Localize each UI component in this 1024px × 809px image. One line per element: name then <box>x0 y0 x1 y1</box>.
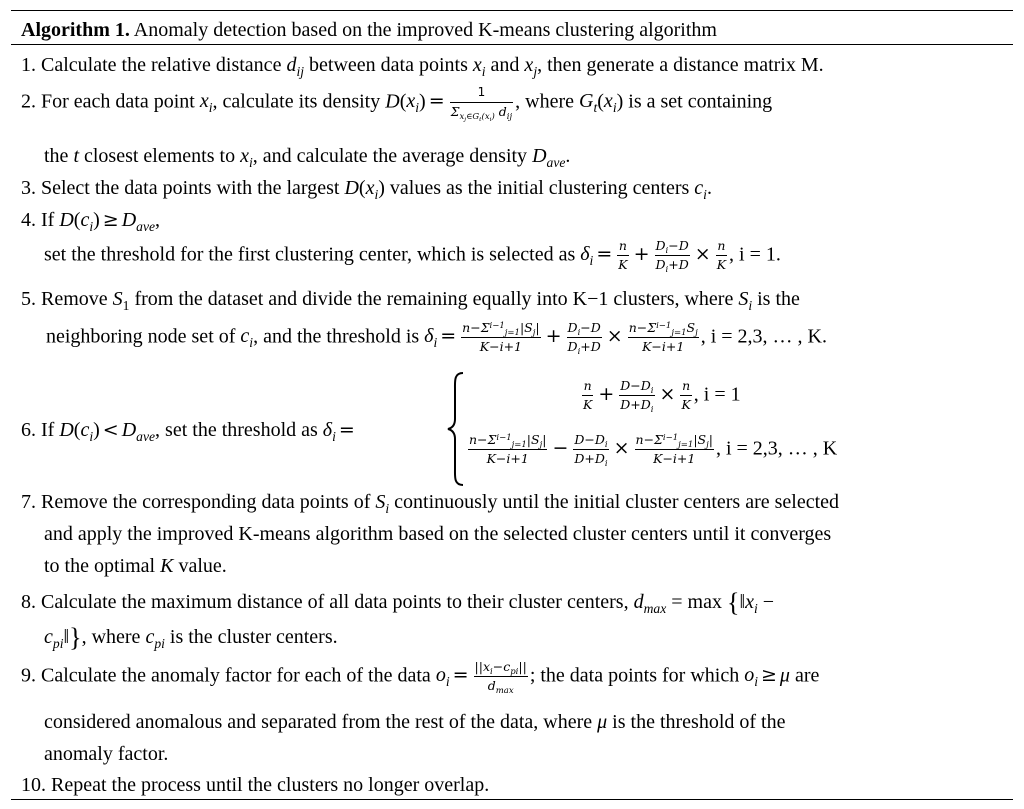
step-7: 7. Remove the corresponding data points of $S_i$ continuously until the initial cluster centers are selected <box>21 491 840 516</box>
step-4-line-2: set the threshold for the first clustering center, which is selected as $\delta_i$ = $\frac{n}{K}$ + $\frac{D_i-D}{D_i+D}$ × $\frac{n}{K}$ , i = 1. <box>44 238 781 276</box>
step-7-line-3: to the optimal K value. <box>44 555 227 577</box>
step-9-line-2: considered anomalous and separated from the rest of the data, where μ is the threshold of the <box>44 711 786 733</box>
step-2: 2. For each data point $x_i$, calculate its density $D(x_i)$ = $\frac{1}{\Sigma_{x_j\in G_t(x_i)} d_{ij}}$ , where $G_t(x_i)$ is a set containing <box>21 85 773 123</box>
piecewise-brace <box>446 371 466 487</box>
step-2-line-2: the t closest elements to $x_i$, and calculate the average density $D_{ave}$. <box>44 145 571 170</box>
step-7-line-2: and apply the improved K-means algorithm based on the selected cluster centers until it converges <box>44 523 832 545</box>
step-8: 8. Calculate the maximum distance of all data points to their cluster centers, $d_{max} = \max$ {$‖x_i$ − <box>21 588 775 617</box>
step-5-line-2: neighboring node set of $c_i$, and the threshold is $\delta_i$ = $\frac{n-\Sigma^{i-1}_{j=1}|S_j|}{K-i+1}$ + $\frac{D_i-D}{D_i+D}$ × $\frac{n-\Sigma^{i-1}_{j=1}S_j}{K-i+1}$ , i = 2,3, … , K. <box>46 320 827 358</box>
header-rule <box>11 44 1013 45</box>
top-rule <box>11 10 1013 11</box>
step-9: 9. Calculate the anomaly factor for each of the data $o_i$ = $\frac{||x_i-c_{pi}||}{d_{max}}$ ; the data points for which $o_i \ge \mu$ are <box>21 659 820 697</box>
step-1: 1. Calculate the relative distance $d_{ij}$ between data points $x_i$ and $x_j$, then generate a distance matrix M. <box>21 54 824 79</box>
algorithm-label: Algorithm 1. <box>21 19 130 41</box>
step-5: 5. Remove $S_1$ from the dataset and divide the remaining equally into K−1 clusters, where $S_i$ is the <box>21 288 800 313</box>
step-4: 4. If $D(c_i) \ge D_{ave}$, <box>21 209 161 234</box>
step-6: 6. If $D(c_i) < D_{ave}$, set the threshold as $\delta_i$ = <box>21 419 355 444</box>
density-fraction: $\frac{1}{\Sigma_{x_j\in G_t(x_i)} d_{ij}}$ <box>450 85 513 123</box>
step-6-case-2: $\frac{n-\Sigma^{i-1}_{j=1}|S_j|}{K-i+1}$ − $\frac{D-D_i}{D+D_i}$ × $\frac{n-\Sigma^{i-1}_{j=1}|S_j|}{K-i+1}$ , i = 2,3, … , K <box>469 432 838 470</box>
step-3: 3. Select the data points with the largest $D(x_i)$ values as the initial clustering centers $c_i$. <box>21 177 712 202</box>
step-9-line-3: anomaly factor. <box>44 743 169 765</box>
step-8-line-2: $c_{pi}‖$}, where $c_{pi}$ is the cluster centers. <box>44 623 338 652</box>
algorithm-header <box>21 20 717 40</box>
algorithm-title: Anomaly detection based on the improved K-means clustering algorithm <box>133 19 717 41</box>
bottom-rule <box>11 799 1013 800</box>
step-10: 10. Repeat the process until the clusters no longer overlap. <box>21 774 490 796</box>
step-6-case-1: $\frac{n}{K}$ + $\frac{D-D_i}{D+D_i}$ × $\frac{n}{K}$ , i = 1 <box>583 378 741 416</box>
